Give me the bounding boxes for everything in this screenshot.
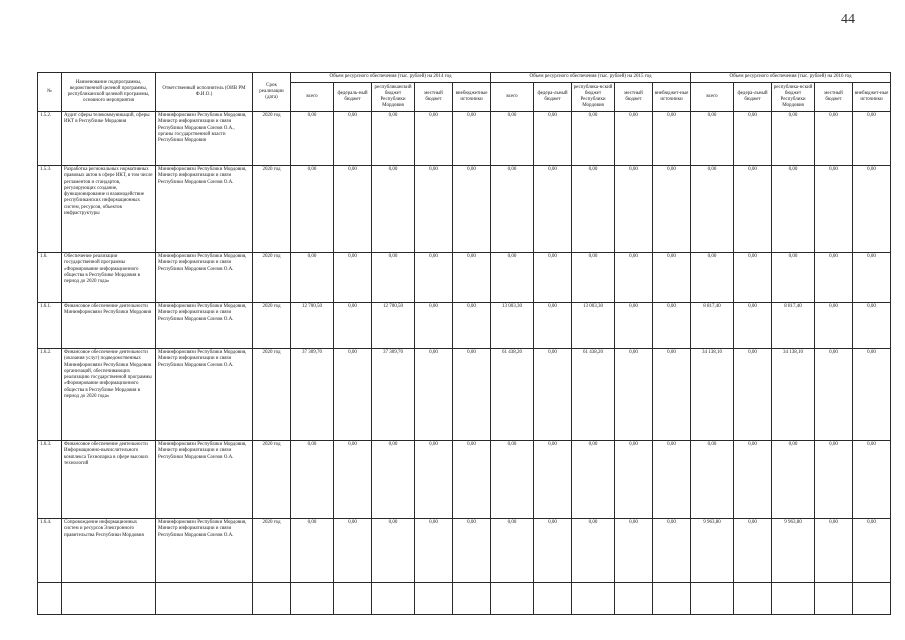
table-row	[38, 519, 891, 583]
cell-2014-republic: 12 700,50	[372, 303, 415, 349]
cell-2014-republic	[372, 583, 415, 615]
cell-2014-extrabudget: 0,00	[453, 349, 491, 441]
row-executor: Мининформсвязи Республики Мордовия, Министр информатизации и связи Республики Мордовия Сонзов О.А.	[156, 349, 253, 441]
header-2016-total: всего	[691, 83, 734, 112]
cell-2015-extrabudget: 0,00	[653, 303, 691, 349]
cell-2014-total: 12 700,50	[291, 303, 334, 349]
cell-2014-local	[415, 583, 453, 615]
header-executor: Ответственный исполнитель (ОИВ РМ Ф.И.О.)	[156, 73, 253, 112]
cell-2015-total: 61 438,20	[491, 349, 534, 441]
cell-2016-federal: 0,00	[734, 112, 772, 166]
row-executor: Мининформсвязи Республики Мордовия, Министр информатизации и связи Республики Мордовия Сонзов О.А.	[156, 519, 253, 583]
cell-2016-local: 0,00	[815, 441, 853, 519]
header-2016-local: местный бюджет	[815, 83, 853, 112]
header-2015-federal: федера-льный бюджет	[534, 83, 572, 112]
row-term	[253, 583, 291, 615]
row-executor: Мининформсвязи Республики Мордовия, Министр информатизации и связи Республики Мордовия Сонзов О.А.	[156, 253, 253, 303]
row-name: Сопровождение информационных систем и ресурсов Электронного правительства Республики Мордовия	[62, 519, 156, 583]
cell-2015-extrabudget: 0,00	[653, 519, 691, 583]
row-name: Аудит сферы телекоммуникаций, сферы ИКТ в Республике Мордовия	[62, 112, 156, 166]
header-2015-republic: республика-нский бюджет Республики Мордовия	[572, 83, 615, 112]
cell-2015-republic: 0,00	[572, 166, 615, 253]
cell-2015-total: 0,00	[491, 519, 534, 583]
cell-2016-extrabudget: 0,00	[853, 349, 891, 441]
header-2014-federal: федераль-ный бюджет	[334, 83, 372, 112]
cell-2014-extrabudget: 0,00	[453, 166, 491, 253]
cell-2014-federal: 0,00	[334, 441, 372, 519]
row-term: 2020 год	[253, 166, 291, 253]
cell-2014-federal: 0,00	[334, 166, 372, 253]
cell-2016-total: 0,00	[691, 441, 734, 519]
cell-2014-total	[291, 583, 334, 615]
row-executor: Мининформсвязи Республики Мордовия, Министр информатизации и связи Республики Мордовия Сонзов О.А., органы государственной власти Республики Мордовия	[156, 112, 253, 166]
cell-2015-total: 0,00	[491, 166, 534, 253]
cell-2014-local: 0,00	[415, 303, 453, 349]
row-name: Финансовое обеспечение деятельности (оказания услуг) подведомственных Мининформсвязи Республики Мордовия организаций, обеспечивающих реализацию государственной программы «Формирование информационного общества в Республике Мордовия в период до 2020 года»	[62, 349, 156, 441]
cell-2015-total: 13 003,30	[491, 303, 534, 349]
cell-2015-extrabudget: 0,00	[653, 166, 691, 253]
cell-2016-federal	[734, 583, 772, 615]
cell-2016-extrabudget: 0,00	[853, 303, 891, 349]
cell-2016-total: 8 817,40	[691, 303, 734, 349]
cell-2016-local: 0,00	[815, 519, 853, 583]
cell-2016-extrabudget: 0,00	[853, 253, 891, 303]
cell-2014-local: 0,00	[415, 166, 453, 253]
cell-2015-total: 0,00	[491, 441, 534, 519]
cell-2014-extrabudget: 0,00	[453, 112, 491, 166]
cell-2015-local	[615, 583, 653, 615]
row-term: 2020 год	[253, 112, 291, 166]
cell-2015-federal: 0,00	[534, 166, 572, 253]
cell-2016-federal: 0,00	[734, 349, 772, 441]
cell-2014-extrabudget: 0,00	[453, 303, 491, 349]
cell-2016-local: 0,00	[815, 112, 853, 166]
cell-2014-total: 37 309,70	[291, 349, 334, 441]
cell-2014-federal: 0,00	[334, 349, 372, 441]
row-name: Разработка региональных нормативных правовых актов в сфере ИКТ, в том числе регламентов и стандартов, регулирующих создание, функционирование и взаимодействие республиканских информационных систем, ресурсов, объектов инфраструктуры	[62, 166, 156, 253]
row-number: 1.6.1.	[38, 303, 62, 349]
row-number: 1.6.2.	[38, 349, 62, 441]
cell-2016-federal: 0,00	[734, 166, 772, 253]
cell-2016-republic	[772, 583, 815, 615]
cell-2015-federal: 0,00	[534, 349, 572, 441]
cell-2014-total: 0,00	[291, 253, 334, 303]
cell-2014-federal: 0,00	[334, 112, 372, 166]
header-year-2015: Объем ресурсного обеспечения (тыс. рублей) на 2015 год	[491, 73, 691, 83]
cell-2016-federal: 0,00	[734, 253, 772, 303]
row-executor: Мининформсвязи Республики Мордовия, Министр информатизации и связи Республики Мордовия Сонзов О.А.	[156, 441, 253, 519]
cell-2014-total: 0,00	[291, 112, 334, 166]
cell-2015-republic: 13 003,30	[572, 303, 615, 349]
row-term: 2020 год	[253, 253, 291, 303]
header-2014-extrabudget: внебюджетные источники	[453, 83, 491, 112]
cell-2015-federal: 0,00	[534, 303, 572, 349]
row-term: 2020 год	[253, 349, 291, 441]
row-name: Финансовое обеспечение деятельности Информационно-вычислительного комплекса Технопарка в сфере высоких технологий	[62, 441, 156, 519]
cell-2015-local: 0,00	[615, 112, 653, 166]
cell-2016-republic: 0,00	[772, 253, 815, 303]
cell-2014-federal: 0,00	[334, 303, 372, 349]
cell-2015-federal: 0,00	[534, 519, 572, 583]
row-executor: Мининформсвязи Республики Мордовия, Министр информатизации и связи Республики Мордовия Сонзов О.А.	[156, 166, 253, 253]
cell-2014-republic: 0,00	[372, 166, 415, 253]
cell-2016-republic: 0,00	[772, 166, 815, 253]
cell-2015-total: 0,00	[491, 253, 534, 303]
row-number: 1.5.2.	[38, 112, 62, 166]
cell-2014-republic: 37 309,70	[372, 349, 415, 441]
row-term: 2020 год	[253, 519, 291, 583]
row-number: 1.5.3.	[38, 166, 62, 253]
header-2014-total: всего	[291, 83, 334, 112]
row-term: 2020 год	[253, 441, 291, 519]
cell-2015-republic	[572, 583, 615, 615]
cell-2015-total: 0,00	[491, 112, 534, 166]
table-row	[38, 441, 891, 519]
cell-2014-federal: 0,00	[334, 519, 372, 583]
cell-2016-republic: 0,00	[772, 112, 815, 166]
row-executor	[156, 583, 253, 615]
cell-2016-republic: 9 963,80	[772, 519, 815, 583]
cell-2014-total: 0,00	[291, 519, 334, 583]
row-name: Обеспечение реализации государственной программы «Формирование информационного общества в Республике Мордовия в период до 2020 года»	[62, 253, 156, 303]
cell-2016-total: 0,00	[691, 166, 734, 253]
cell-2016-republic: 34 138,10	[772, 349, 815, 441]
cell-2016-extrabudget: 0,00	[853, 519, 891, 583]
header-2016-republic: республика-нский бюджет Республики Мордовия	[772, 83, 815, 112]
cell-2014-republic: 0,00	[372, 112, 415, 166]
cell-2016-total: 34 138,10	[691, 349, 734, 441]
header-no: №	[38, 73, 62, 112]
cell-2014-extrabudget: 0,00	[453, 519, 491, 583]
cell-2015-extrabudget: 0,00	[653, 349, 691, 441]
cell-2014-federal: 0,00	[334, 253, 372, 303]
cell-2014-local: 0,00	[415, 349, 453, 441]
row-number	[38, 583, 62, 615]
header-2014-republic: республиканский бюджет Республики Мордовия	[372, 83, 415, 112]
cell-2016-federal: 0,00	[734, 441, 772, 519]
cell-2014-republic: 0,00	[372, 441, 415, 519]
header-year-2014: Объем ресурсного обеспечения (тыс. рублей) на 2014 год	[291, 73, 491, 83]
cell-2015-local: 0,00	[615, 519, 653, 583]
cell-2015-local: 0,00	[615, 303, 653, 349]
cell-2016-extrabudget: 0,00	[853, 112, 891, 166]
cell-2015-republic: 0,00	[572, 441, 615, 519]
cell-2015-federal: 0,00	[534, 441, 572, 519]
cell-2015-local: 0,00	[615, 441, 653, 519]
cell-2016-extrabudget: 0,00	[853, 166, 891, 253]
cell-2015-extrabudget: 0,00	[653, 253, 691, 303]
cell-2016-total	[691, 583, 734, 615]
header-term: Срок реализации (дата)	[253, 73, 291, 112]
row-term: 2020 год	[253, 303, 291, 349]
row-executor: Мининформсвязи Республики Мордовия, Министр информатизации и связи Республики Мордовия Сонзов О.А.	[156, 303, 253, 349]
cell-2014-federal	[334, 583, 372, 615]
header-2015-extrabudget: внебюджет-ные источники	[653, 83, 691, 112]
row-number: 1.6.4.	[38, 519, 62, 583]
cell-2015-federal	[534, 583, 572, 615]
header-year-2016: Объем ресурсного обеспечения (тыс. рублей) на 2016 год	[691, 73, 891, 83]
cell-2014-local: 0,00	[415, 519, 453, 583]
cell-2014-republic: 0,00	[372, 253, 415, 303]
cell-2016-federal: 0,00	[734, 303, 772, 349]
cell-2015-republic: 0,00	[572, 253, 615, 303]
cell-2015-local: 0,00	[615, 166, 653, 253]
resource-table	[37, 72, 891, 615]
cell-2016-republic: 8 817,40	[772, 303, 815, 349]
cell-2015-republic: 0,00	[572, 519, 615, 583]
header-2016-federal: федера-льный бюджет	[734, 83, 772, 112]
cell-2014-local: 0,00	[415, 112, 453, 166]
cell-2016-republic: 0,00	[772, 441, 815, 519]
row-number: 1.6.	[38, 253, 62, 303]
row-name	[62, 583, 156, 615]
cell-2015-republic: 61 438,20	[572, 349, 615, 441]
cell-2016-local: 0,00	[815, 303, 853, 349]
cell-2014-local: 0,00	[415, 253, 453, 303]
cell-2015-total	[491, 583, 534, 615]
cell-2016-local	[815, 583, 853, 615]
cell-2016-local: 0,00	[815, 253, 853, 303]
cell-2015-extrabudget: 0,00	[653, 441, 691, 519]
row-name: Финансовое обеспечение деятельности Мининформсвязи Республики Мордовия	[62, 303, 156, 349]
cell-2016-local: 0,00	[815, 349, 853, 441]
cell-2014-local: 0,00	[415, 441, 453, 519]
cell-2015-federal: 0,00	[534, 112, 572, 166]
table-row	[38, 349, 891, 441]
row-number: 1.6.3.	[38, 441, 62, 519]
cell-2015-federal: 0,00	[534, 253, 572, 303]
cell-2014-republic: 0,00	[372, 519, 415, 583]
cell-2014-extrabudget: 0,00	[453, 253, 491, 303]
cell-2016-total: 0,00	[691, 112, 734, 166]
cell-2016-extrabudget: 0,00	[853, 441, 891, 519]
cell-2015-local: 0,00	[615, 253, 653, 303]
cell-2016-total: 0,00	[691, 253, 734, 303]
cell-2014-extrabudget: 0,00	[453, 441, 491, 519]
cell-2015-local: 0,00	[615, 349, 653, 441]
table-row	[38, 303, 891, 349]
cell-2016-local: 0,00	[815, 166, 853, 253]
table-row	[38, 112, 891, 166]
header-2014-local: местный бюджет	[415, 83, 453, 112]
cell-2016-federal: 0,00	[734, 519, 772, 583]
cell-2016-extrabudget	[853, 583, 891, 615]
cell-2015-extrabudget	[653, 583, 691, 615]
header-2015-total: всего	[491, 83, 534, 112]
cell-2016-total: 9 963,80	[691, 519, 734, 583]
header-2015-local: местный бюджет	[615, 83, 653, 112]
table-row	[38, 583, 891, 615]
cell-2015-republic: 0,00	[572, 112, 615, 166]
cell-2014-total: 0,00	[291, 441, 334, 519]
header-2016-extrabudget: внебюджет-ные источники	[853, 83, 891, 112]
table-row	[38, 253, 891, 303]
cell-2015-extrabudget: 0,00	[653, 112, 691, 166]
cell-2014-extrabudget	[453, 583, 491, 615]
page-number: 44	[841, 12, 855, 27]
cell-2014-total: 0,00	[291, 166, 334, 253]
table-row	[38, 166, 891, 253]
header-name: Наименование подпрограммы, ведомственной целевой программы, республиканской целевой программы, основного мероприятия	[62, 73, 156, 112]
